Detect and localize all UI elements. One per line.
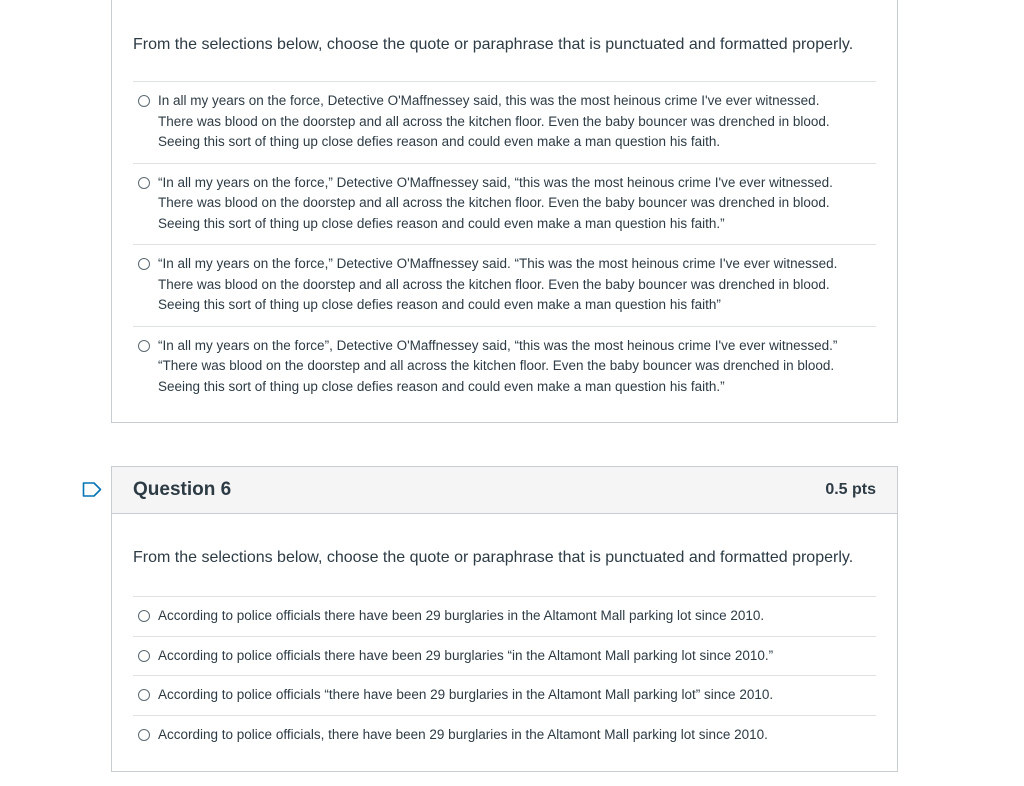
question-5-answers: [133, 81, 876, 407]
answer-text: According to police officials, there have been 29 burglaries in the Altamont Mall parking lot since 2010.: [158, 726, 768, 742]
question-6-prompt: From the selections below, choose the quote or paraphrase that is punctuated and formatted properly.: [133, 549, 854, 566]
answer-option[interactable]: [133, 82, 876, 164]
radio-button[interactable]: [138, 95, 150, 107]
radio-button[interactable]: [138, 729, 150, 741]
answer-option[interactable]: [133, 327, 876, 408]
question-6-answers: [133, 596, 876, 754]
question-title: Question 6: [133, 479, 232, 500]
answer-option[interactable]: [133, 164, 876, 246]
question-points: 0.5 pts: [825, 481, 876, 498]
answer-option[interactable]: [133, 716, 876, 755]
answer-text: “In all my years on the force,” Detective O'Maffnessey said, “this was the most heinous crime I've ever witnessed. There was blood on the doorstep and all across the kitchen floor. Even the baby bouncer was drenched in blood. Seeing this sort of thing up close defies reason and could even make a man question his faith.”: [158, 174, 833, 231]
question-6-header: [112, 467, 897, 514]
radio-button[interactable]: [138, 177, 150, 189]
radio-button[interactable]: [138, 258, 150, 270]
answer-option[interactable]: [133, 597, 876, 637]
radio-button[interactable]: [138, 610, 150, 622]
radio-button[interactable]: [138, 340, 150, 352]
question-5-prompt: From the selections below, choose the quote or paraphrase that is punctuated and formatted properly.: [133, 36, 854, 53]
answer-text: According to police officials there have been 29 burglaries in the Altamont Mall parking lot since 2010.: [158, 608, 765, 623]
answer-text: “In all my years on the force,” Detective O'Maffnessey said. “This was the most heinous crime I've ever witnessed. There was blood on the doorstep and all across the kitchen floor. Even the baby bouncer was drenched in blood. Seeing this sort of thing up close defies reason and could even make a man question his faith”: [158, 256, 838, 312]
answer-option[interactable]: [133, 637, 876, 677]
question-5-body: [112, 34, 897, 407]
flag-question-icon[interactable]: [82, 482, 102, 497]
question-6-body: [112, 547, 897, 754]
answer-text: “In all my years on the force”, Detective O'Maffnessey said, “this was the most heinous crime I've ever witnessed.” “There was blood on the doorstep and all across the kitchen floor. Even the baby bouncer was drenched in blood. Seeing this sort of thing up close defies reason and could even make a man question his faith.”: [158, 337, 838, 394]
question-5-card: [111, 0, 898, 423]
answer-text: In all my years on the force, Detective O'Maffnessey said, this was the most heinous crime I've ever witnessed. There was blood on the doorstep and all across the kitchen floor. Even the baby bouncer was drenched in blood. Seeing this sort of thing up close defies reason and could even make a man question his faith.: [158, 93, 830, 149]
answer-text: According to police officials there have been 29 burglaries “in the Altamont Mall parking lot since 2010.”: [158, 647, 774, 663]
answer-option[interactable]: [133, 245, 876, 327]
question-6-card: [111, 466, 898, 772]
radio-button[interactable]: [138, 650, 150, 662]
answer-option[interactable]: [133, 676, 876, 716]
radio-button[interactable]: [138, 689, 150, 701]
answer-text: According to police officials “there have been 29 burglaries in the Altamont Mall parking lot” since 2010.: [158, 687, 774, 702]
